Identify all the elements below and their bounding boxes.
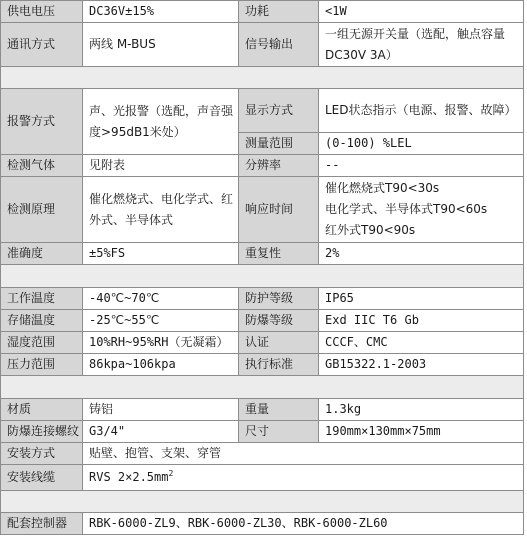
label-pressure: 压力范围 [1,354,83,376]
value-standard: GB15322.1-2003 [319,354,524,376]
spec-row-pressure [1,354,524,376]
label-comm-mode: 通讯方式 [1,23,83,67]
spec-row-thread [1,421,524,443]
label-controller: 配套控制器 [1,513,83,535]
label-detect-principle: 检测原理 [1,177,83,243]
value-repeatability: 2% [319,243,524,265]
value-certification: CCCF、CMC [319,332,524,354]
value-explosion-grade: Exd IIC T6 Gb [319,310,524,332]
spec-row-accuracy [1,243,524,265]
value-measure-range: (0-100) %LEL [319,133,524,155]
value-response-time [319,177,524,243]
value-alarm-mode: 声、光报警（选配，声音强度>95dB1米处） [83,89,239,155]
value-display-mode: LED状态指示（电源、报警、故障） [319,89,524,133]
label-power: 功耗 [239,1,319,23]
label-certification: 认证 [239,332,319,354]
label-store-temp: 存储温度 [1,310,83,332]
label-standard: 执行标准 [239,354,319,376]
label-measure-range: 测量范围 [239,133,319,155]
label-signal-output: 信号输出 [239,23,319,67]
spec-row-alarm [1,89,524,133]
value-pressure: 86kpa~106kpa [83,354,239,376]
value-accuracy: ±5%FS [83,243,239,265]
value-power: <1W [319,1,524,23]
cable-spec: RVS 2×2.5mm [89,470,169,484]
value-install-mode: 贴壁、抱管、支架、穿管 [83,443,524,465]
response-infrared: 红外式T90<90s [325,223,416,237]
value-humidity: 10%RH~95%RH（无凝霜） [83,332,239,354]
value-size: 190mm×130mm×75mm [319,421,524,443]
value-store-temp: -25℃~55℃ [83,310,239,332]
label-supply-voltage: 供电电压 [1,1,83,23]
spec-row-cable [1,465,524,491]
label-install-cable: 安装线缆 [1,465,83,491]
cable-superscript: 2 [168,469,174,478]
value-signal-output: 一组无源开关量（选配，触点容量DC30V 3A） [319,23,524,67]
label-weight: 重量 [239,399,319,421]
response-catalytic: 催化燃烧式T90<30s [325,181,440,195]
value-install-cable [83,465,524,491]
label-humidity: 湿度范围 [1,332,83,354]
value-supply-voltage: DC36V±15% [83,1,239,23]
value-protection: IP65 [319,288,524,310]
spacer-row [1,67,524,89]
spec-row-store-temp [1,310,524,332]
label-size: 尺寸 [239,421,319,443]
label-protection: 防护等级 [239,288,319,310]
value-comm-mode: 两线 M-BUS [83,23,239,67]
spacer-row [1,491,524,513]
label-explosion-grade: 防爆等级 [239,310,319,332]
value-weight: 1.3kg [319,399,524,421]
label-alarm-mode: 报警方式 [1,89,83,155]
label-response-time: 响应时间 [239,177,319,243]
spec-row-gas [1,155,524,177]
spec-row-principle [1,177,524,243]
spec-row-humidity [1,332,524,354]
label-install-mode: 安装方式 [1,443,83,465]
spec-row-comm [1,23,524,67]
spacer-row [1,265,524,288]
response-electrochemical: 电化学式、半导体式T90<60s [325,202,488,216]
value-detect-principle: 催化燃烧式、电化学式、红外式、半导体式 [83,177,239,243]
label-resolution: 分辨率 [239,155,319,177]
label-thread: 防爆连接螺纹 [1,421,83,443]
label-repeatability: 重复性 [239,243,319,265]
value-thread: G3/4" [83,421,239,443]
value-work-temp: -40℃~70℃ [83,288,239,310]
label-display-mode: 显示方式 [239,89,319,133]
spec-row-controller [1,513,524,535]
value-resolution: -- [319,155,524,177]
spec-row-supply [1,1,524,23]
value-controller: RBK-6000-ZL9、RBK-6000-ZL30、RBK-6000-ZL60 [83,513,524,535]
spec-row-install-mode [1,443,524,465]
spec-row-work-temp [1,288,524,310]
label-work-temp: 工作温度 [1,288,83,310]
label-material: 材质 [1,399,83,421]
spec-row-material [1,399,524,421]
label-detect-gas: 检测气体 [1,155,83,177]
value-detect-gas: 见附表 [83,155,239,177]
spacer-row [1,376,524,399]
value-material: 铸铝 [83,399,239,421]
label-accuracy: 准确度 [1,243,83,265]
